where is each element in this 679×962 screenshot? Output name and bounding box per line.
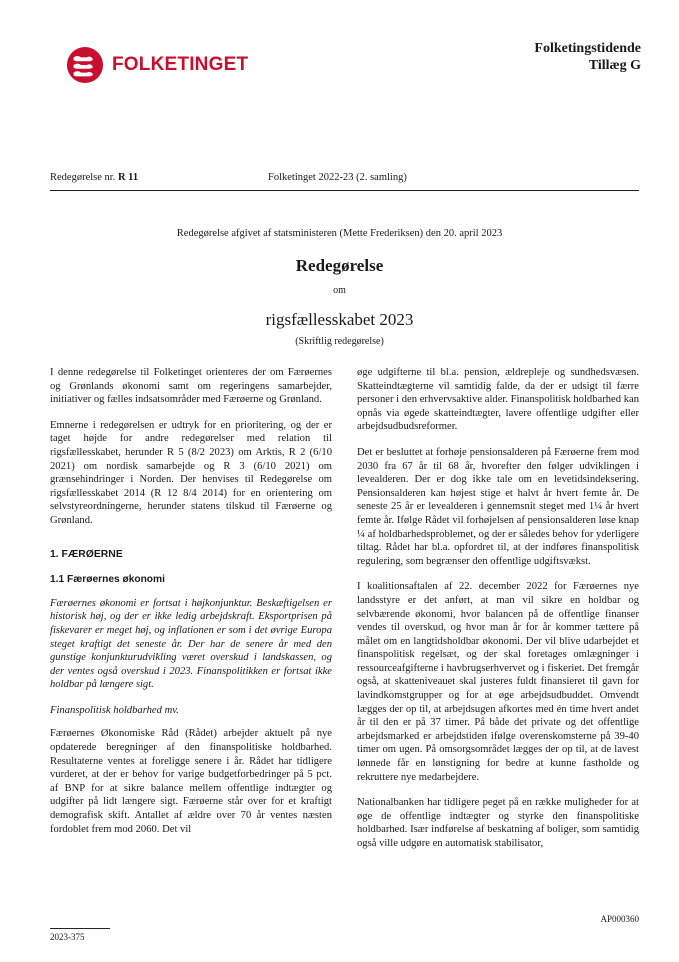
publication-supplement: Tillæg G [588, 58, 641, 73]
document-type-note: (Skriftlig redegørelse) [295, 336, 384, 347]
subsection-heading: 1.1 Færøernes økonomi [50, 574, 165, 586]
publication-title [534, 40, 641, 74]
publication-name: Folketingstidende [534, 41, 641, 56]
session-label: Folketinget 2022-23 (2. samling) [268, 172, 407, 183]
logo-text: FOLKETINGET [112, 54, 249, 75]
paragraph-intro: I denne redegørelse til Folketinget orienteres der om Færøernes og Grønlands økonomi samt om regeringens samarbejder, initiativer og fælles indsatsområder med Færøerne og Grønland. [50, 367, 332, 406]
document-code: AP000360 [600, 914, 639, 924]
paragraph-topics: Emnerne i redegørelsen er udtryk for en prioritering, og der er taget højde for andre redegørelser med relation til rigsfællesskabet, herunder R 5 (8/2 2023) om Arktis, R 2 (6/10 2021) om nordisk samarbejde og R 3 (6/10 2021) om grænsehindringer i Norden. Der henvises til Redegørelse om rigsfællesskabet 2014 (R 12 8/4 2014) for en orientering om selvstyreordningerne, herunder statens tilskud til Færøerne og Grønland. [50, 419, 332, 526]
paragraph-economic-council: Færøernes Økonomiske Råd (Rådet) arbejder aktuelt på nye opdaterede beregninger af den finanspolitiske holdbarhed. Resultaterne ventes at foreligge senere i år. Rådet har tidligere vurderet, at der er behov for varige budgetforbedringer på 5 pct. af BNP for at sikre balance mellem offentlige indtægter og udgifter på lidt længere sigt. Færøerne står over for et kraftigt demografisk skift. Antallet af ældre over 70 år ventes næsten fordoblet frem mod 2060. Det vil [50, 728, 332, 835]
header-divider [50, 190, 639, 191]
paragraph-economy-summary: Færøernes økonomi er fortsat i højkonjunktur. Beskæftigelsen er historisk høj, og der er ikke ledig arbejdskraft. Eksportprisen på fiskevarer er meget høj, og inflationen er som i det øvrige Europa steget kraftigt det seneste år. Der har de senere år med den gunstige konjunkturudvikling været overskud i landskassen, og der ventes også overskud i 2023. Finanspolitikken er fortsat ikke holdbar på længere sigt. [50, 597, 332, 691]
report-number [50, 172, 138, 183]
folketinget-lions-emblem-icon [66, 46, 104, 84]
subheading-fiscal-sustainability: Finanspolitisk holdbarhed mv. [50, 704, 179, 716]
paragraph-expenditure: øge udgifterne til bl.a. pension, ældrepleje og sundhedsvæsen. Skatteindtægterne vil samtidig falde, da der er udsigt til færre personer i den erhvervsaktive alder. Finanspolitisk holdbarhed kan opnås via øgede skatteindtægter, lavere offentlige udgifter eller arbejdsudbudsreformer. [357, 367, 639, 433]
section-heading: 1. FÆRØERNE [50, 548, 123, 560]
title-connector: om [333, 285, 346, 296]
document-title: Redegørelse [295, 256, 384, 275]
left-column [50, 366, 332, 848]
given-by-line: Redegørelse afgivet af statsministeren (Mette Frederiksen) den 20. april 2023 [176, 228, 503, 239]
paragraph-national-bank: Nationalbanken har tidligere peget på en række muligheder for at øge de offentlige indtægter og styrke den finanspolitiske holdbarhed. Især indførelse af beskatning af boliger, som samtidig også ville udgøre en automatisk stabilisator, [357, 797, 639, 849]
paragraph-pension-age: Det er besluttet at forhøje pensionsalderen på Færøerne frem mod 2030 fra 67 år til 68 år, hvorefter den følger udviklingen i levealderen. Der er dog ikke tale om en levetidsindeksering. Pensionsalderen kan højest stige et halvt år hvert femte år. De seneste 25 år er levealderen i gennemsnit steget med 1¼ år hvert femte år. Ifølge Rådet vil forhøjelsen af pensionsalderen løse knap ¼ af holdbarhedsproblemet, og der er således behov for yderligere tiltag. Rådet har bl.a. opfordret til, at der indføres finanspolitisk regulering, som begrænser den offentlige udgiftsvækst. [357, 446, 639, 567]
report-number-prefix: Redegørelse nr. [50, 172, 116, 183]
report-number-value: R 11 [117, 172, 139, 183]
document-subtitle: rigsfællesskabet 2023 [265, 310, 414, 329]
folketinget-logo [66, 43, 266, 87]
footer-divider [50, 928, 110, 929]
document-number: 2023-375 [50, 932, 85, 942]
paragraph-coalition-agreement: I koalitionsaftalen af 22. december 2022 for Færøernes nye landsstyre er det anført, at man vil sikre en holdbar og selvbærende økonomi, hvor balancen på de offentlige finanser vendes til overskud, og hvor man år for år kommer tættere på målet om en langtidsholdbar økonomi. Der vil blive udarbejdet et finanspolitisk regelsæt, og der skal foretages omlægninger i ressourceafgifterne i havbrugserhvervet og i fiskeriet. Det fremgår også, at skatteniveauet skal justeres fuldt finansieret til gavn for lavindkomstgrupper og for at øge arbejdsudbuddet. Omvendt lægges der op til, at arbejdsugen afkortes med én time hvert andet år til den er på 37 timer. På både det private og det offentlige arbejdsmarked er arbejdstiden ifølge overenskomsterne på 39-40 timer om ugen. På omsorgsområdet lægges der op til, at de lavest lønnede får en lønstigning for bedre at kunne fastholde og rekruttere nye medarbejdere. [357, 581, 639, 783]
right-column [357, 366, 639, 863]
